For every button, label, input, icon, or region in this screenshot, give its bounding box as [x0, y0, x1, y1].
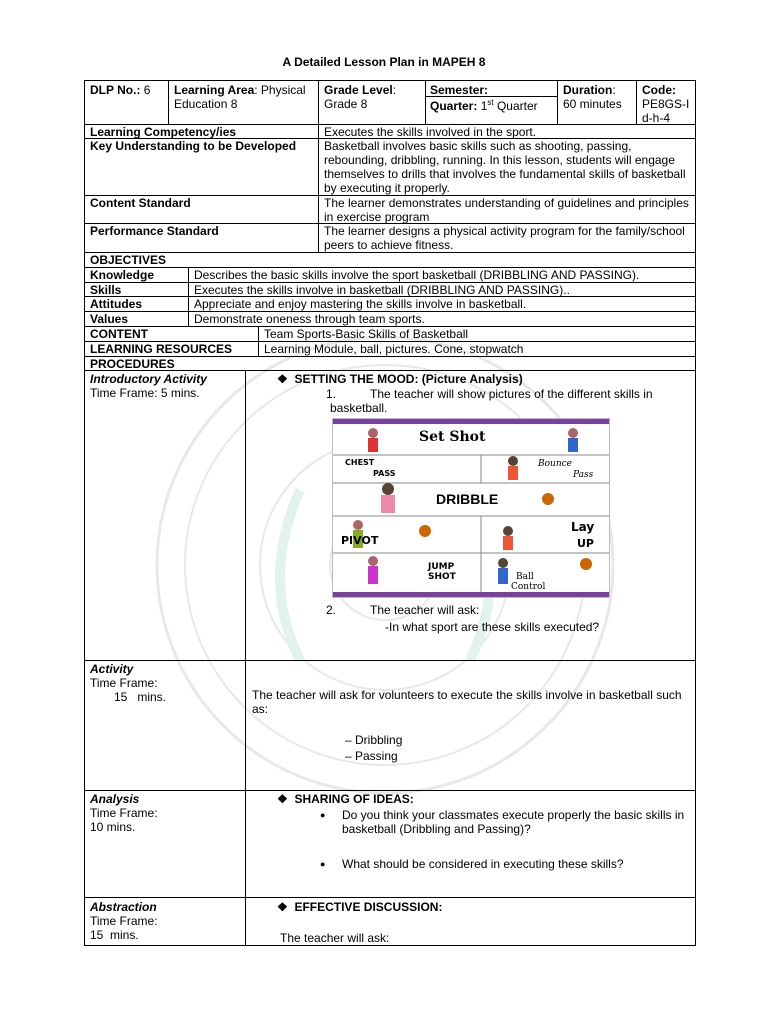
basketball-skills-illustration	[333, 419, 609, 597]
label-bounce-pass-1: Bounce	[538, 459, 572, 469]
key-understanding-label: Key Understanding to be Developed	[90, 139, 297, 153]
diamond-bullet-icon: ❖	[277, 900, 288, 914]
label-layup-2: UP	[577, 537, 594, 550]
intro-time-frame: Time Frame: 5 mins.	[90, 386, 200, 400]
label-chest-pass-1: CHEST	[345, 458, 375, 467]
analysis-question-2: What should be considered in executing these skills?	[342, 857, 624, 871]
content-standard-value: The learner demonstrates understanding of guidelines and principles in exercise program	[324, 196, 689, 224]
analysis-time-value: 10 mins.	[90, 820, 136, 834]
abstraction-time-value: 15 mins.	[90, 928, 139, 942]
analysis-question-1: Do you think your classmates execute properly the basic skills in basketball (Dribbling and Passing)?	[342, 808, 685, 836]
label-chest-pass-2: PASS	[373, 469, 396, 478]
label-bounce-pass-2: Pass	[573, 470, 594, 480]
quarter: Quarter: 1st Quarter	[430, 99, 538, 113]
label-dribble: DRIBBLE	[436, 491, 499, 507]
content-value: Team Sports-Basic Skills of Basketball	[264, 327, 469, 341]
skills-value: Executes the skills involve in basketball (DRIBBLING AND PASSING)..	[194, 283, 570, 297]
grade-level: Grade Level: Grade 8	[324, 83, 397, 111]
intro-item2-number: 2.	[326, 603, 337, 617]
bullet-icon: ●	[320, 810, 326, 820]
intro-question: -In what sport are these skills executed?	[385, 620, 600, 634]
document-title: A Detailed Lesson Plan in MAPEH 8	[282, 55, 486, 69]
objectives-heading: OBJECTIVES	[90, 253, 167, 267]
activity-time-label: Time Frame:	[90, 676, 158, 690]
content-standard-label: Content Standard	[90, 196, 191, 210]
abstraction-heading: ❖ EFFECTIVE DISCUSSION:	[277, 900, 443, 914]
performance-standard-label: Performance Standard	[90, 224, 219, 238]
attitudes-value: Appreciate and enjoy mastering the skills involve in basketball.	[194, 297, 527, 311]
values-value: Demonstrate oneness through team sports.	[194, 312, 425, 326]
label-ball-control-1: Ball	[516, 572, 534, 582]
basketball-skills-picture	[332, 418, 610, 598]
label-jump-shot-1: JUMP	[428, 562, 455, 572]
activity-label: Activity	[90, 662, 134, 676]
activity-text: The teacher will ask for volunteers to execute the skills involve in basketball such as:	[252, 688, 682, 716]
values-label: Values	[90, 312, 129, 326]
abstraction-label: Abstraction	[90, 900, 157, 914]
procedures-heading: PROCEDURES	[90, 357, 175, 371]
label-set-shot: Set Shot	[419, 429, 486, 445]
learning-resources-label: LEARNING RESOURCES	[90, 342, 233, 356]
performance-standard-value: The learner designs a physical activity program for the family/school peers to achieve fitness.	[324, 224, 685, 252]
bullet-icon: ●	[320, 859, 326, 869]
analysis-heading: ❖ SHARING OF IDEAS:	[277, 792, 414, 806]
label-pivot: PIVOT	[341, 534, 379, 547]
diamond-bullet-icon: ❖	[277, 792, 288, 806]
learning-resources-value: Learning Module, ball, pictures. Cone, stopwatch	[264, 342, 524, 356]
code: Code: PE8GS-Id-h-4	[642, 83, 690, 125]
skills-label: Skills	[90, 283, 122, 297]
label-jump-shot-2: SHOT	[428, 572, 456, 582]
label-layup-1: Lay	[571, 520, 595, 534]
intro-activity-label: Introductory Activity	[90, 372, 207, 386]
learning-area: Learning Area: Physical Education 8	[174, 83, 306, 111]
knowledge-label: Knowledge	[90, 268, 155, 282]
activity-item-passing: – Passing	[345, 749, 398, 763]
analysis-time-label: Time Frame:	[90, 806, 158, 820]
intro-item1-number: 1.	[326, 387, 337, 401]
analysis-label: Analysis	[90, 792, 140, 806]
intro-item2-text: The teacher will ask:	[370, 603, 480, 617]
diamond-bullet-icon: ❖	[277, 372, 288, 386]
competency-value: Executes the skills involved in the sport.	[324, 125, 537, 139]
abstraction-time-label: Time Frame:	[90, 914, 158, 928]
semester-label: Semester:	[430, 83, 489, 97]
intro-heading: ❖ SETTING THE MOOD: (Picture Analysis)	[277, 372, 523, 386]
knowledge-value: Describes the basic skills involve the sport basketball (DRIBBLING AND PASSING).	[194, 268, 640, 282]
competency-label: Learning Competency/ies	[90, 125, 237, 139]
intro-item1-text: The teacher will show pictures of the different skills in basketball.	[330, 387, 653, 415]
dlp-number: DLP No.: 6	[90, 83, 151, 97]
abstraction-text: The teacher will ask:	[280, 931, 390, 945]
activity-time-value: 15 mins.	[114, 690, 167, 704]
label-ball-control-2: Control	[511, 582, 546, 592]
key-understanding-value: Basketball involves basic skills such as shooting, passing, rebounding, dribbling, running. In this lesson, students will engage themselves to drills that involves the fundamental skills of basketball by executing it properly.	[324, 139, 686, 195]
content-label: CONTENT	[90, 327, 148, 341]
attitudes-label: Attitudes	[90, 297, 142, 311]
duration: Duration: 60 minutes	[563, 83, 622, 111]
activity-item-dribbling: – Dribbling	[345, 733, 403, 747]
